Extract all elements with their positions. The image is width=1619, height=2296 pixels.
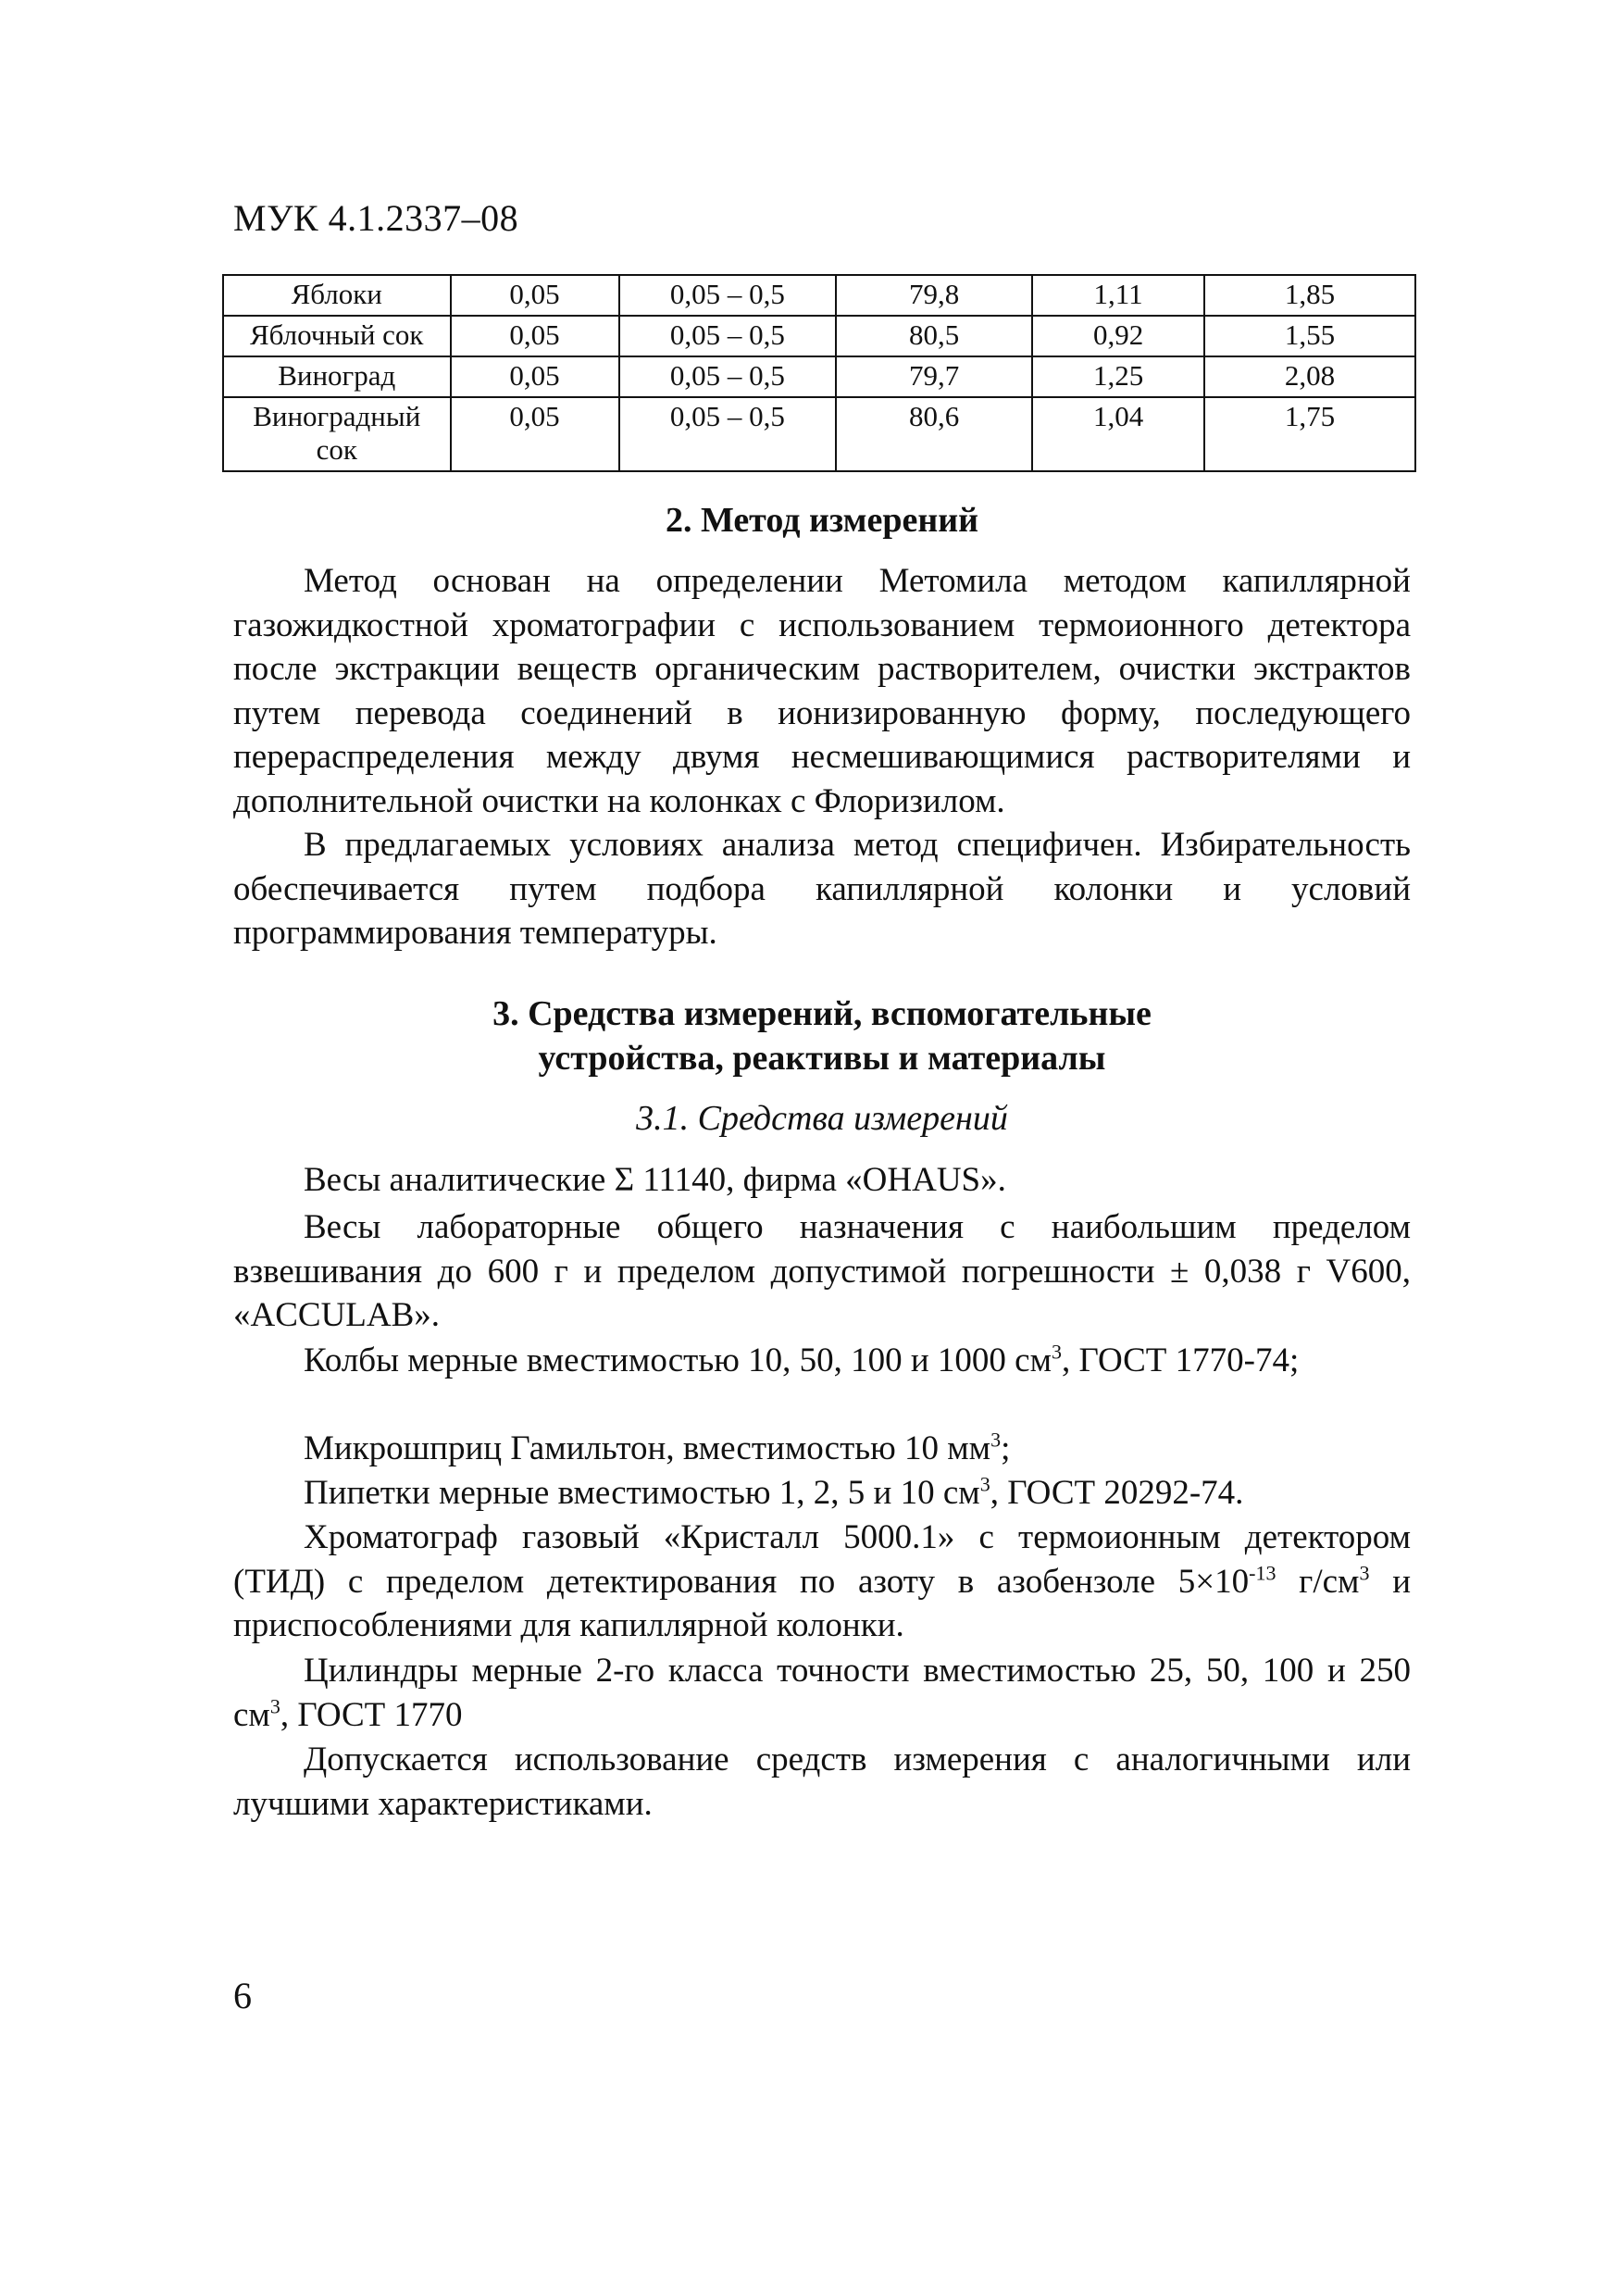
- table-row: [223, 356, 1415, 397]
- table-cell: 1,25: [1032, 356, 1204, 397]
- section-3-paragraph-4: [233, 1427, 1411, 1471]
- section-3-paragraph-7: [233, 1649, 1411, 1737]
- text-run: Цилиндры мерные 2-го класса точности вместимостью 25, 50, 100 и 250 см: [233, 1652, 1411, 1734]
- section-3-paragraph-5: [233, 1471, 1411, 1516]
- page-number: 6: [233, 1975, 252, 2016]
- superscript: 3: [269, 1694, 280, 1718]
- table-cell: 1,85: [1204, 275, 1415, 316]
- table-cell: 0,05: [451, 316, 619, 356]
- section-2-heading: 2. Метод измерений: [665, 501, 979, 540]
- superscript: 3: [990, 1428, 1002, 1452]
- table-cell: 0,05 – 0,5: [619, 275, 836, 316]
- text-run: Пипетки мерные вместимостью 1, 2, 5 и 10 см: [304, 1474, 980, 1512]
- section-2-paragraph-1: Метод основан на определении Метомила методом капиллярной газожидкостной хроматографии с использованием термоионного детектора после экстракции веществ органическим растворителем, очистки экстрактов путем перевода соединений в ионизированную форму, последующего перераспределения между двумя несмешивающимися растворителями и дополнительной очистки на колонках с Флоризилом.: [233, 562, 1411, 820]
- superscript: -13: [1249, 1561, 1277, 1585]
- table-cell: 80,6: [836, 397, 1032, 471]
- section-3-heading: [233, 992, 1411, 1080]
- text-run: и приспособлениями для капиллярной колонки.: [233, 1562, 1411, 1644]
- section-3-paragraph-8: Допускается использование средств измерения с аналогичными или лучшими характеристиками.: [233, 1741, 1411, 1823]
- table-cell: 1,55: [1204, 316, 1415, 356]
- table-cell: 1,11: [1032, 275, 1204, 316]
- table-cell: 1,04: [1032, 397, 1204, 471]
- section-3-paragraph-6: [233, 1516, 1411, 1648]
- table-cell: 80,5: [836, 316, 1032, 356]
- text-run: Колбы мерные вместимостью 10, 50, 100 и 1000 см: [304, 1341, 1052, 1379]
- table-cell: 79,7: [836, 356, 1032, 397]
- superscript: 3: [979, 1472, 990, 1496]
- table-cell: 0,05 – 0,5: [619, 397, 836, 471]
- table-cell: 0,05: [451, 397, 619, 471]
- table-row: [223, 397, 1415, 471]
- table-cell: Яблочный сок: [223, 316, 451, 356]
- table-cell: 2,08: [1204, 356, 1415, 397]
- text-run: г/см: [1276, 1562, 1360, 1601]
- section-3-paragraph-1: Весы аналитические Σ 11140, фирма «OHAUS».: [304, 1161, 1006, 1199]
- superscript: 3: [1051, 1340, 1062, 1364]
- section-3-heading-line-1: 3. Средства измерений, вспомогательные: [492, 994, 1152, 1033]
- table-cell: 79,8: [836, 275, 1032, 316]
- subsection-3-1-heading: 3.1. Средства измерений: [636, 1099, 1008, 1138]
- text-run: Микрошприц Гамильтон, вместимостью 10 мм: [304, 1429, 991, 1467]
- table-cell: 0,92: [1032, 316, 1204, 356]
- text-run: , ГОСТ 20292-74.: [990, 1474, 1244, 1512]
- table-row: [223, 275, 1415, 316]
- text-run: Хроматограф газовый «Кристалл 5000.1» с термоионным детектором (ТИД) с пределом детектирования по азоту в азобензоле 5×10: [233, 1518, 1411, 1601]
- section-3-paragraph-3: [233, 1339, 1411, 1383]
- section-3-paragraph-2: Весы лабораторные общего назначения с наибольшим пределом взвешивания до 600 г и пределом допустимой погрешности ± 0,038 г V600, «ACCULAB».: [233, 1208, 1411, 1334]
- table-cell: 0,05 – 0,5: [619, 316, 836, 356]
- table-cell: 1,75: [1204, 397, 1415, 471]
- table-cell: 0,05 – 0,5: [619, 356, 836, 397]
- table-cell: Виноград: [223, 356, 451, 397]
- results-table: [222, 274, 1416, 472]
- superscript: 3: [1359, 1561, 1370, 1585]
- table-cell: Яблоки: [223, 275, 451, 316]
- table-cell: Виноградный сок: [223, 397, 451, 471]
- table-row: [223, 316, 1415, 356]
- text-run: , ГОСТ 1770: [280, 1695, 463, 1734]
- table-cell: 0,05: [451, 275, 619, 316]
- text-run: ;: [1001, 1429, 1011, 1467]
- section-3-heading-line-2: устройства, реактивы и материалы: [538, 1039, 1106, 1078]
- text-run: , ГОСТ 1770-74;: [1061, 1341, 1300, 1379]
- section-2-paragraph-2: В предлагаемых условиях анализа метод специфичен. Избирательность обеспечивается путем подбора капиллярной колонки и условий программирования температуры.: [233, 826, 1411, 952]
- document-code-header: МУК 4.1.2337–08: [233, 197, 519, 239]
- table-cell: 0,05: [451, 356, 619, 397]
